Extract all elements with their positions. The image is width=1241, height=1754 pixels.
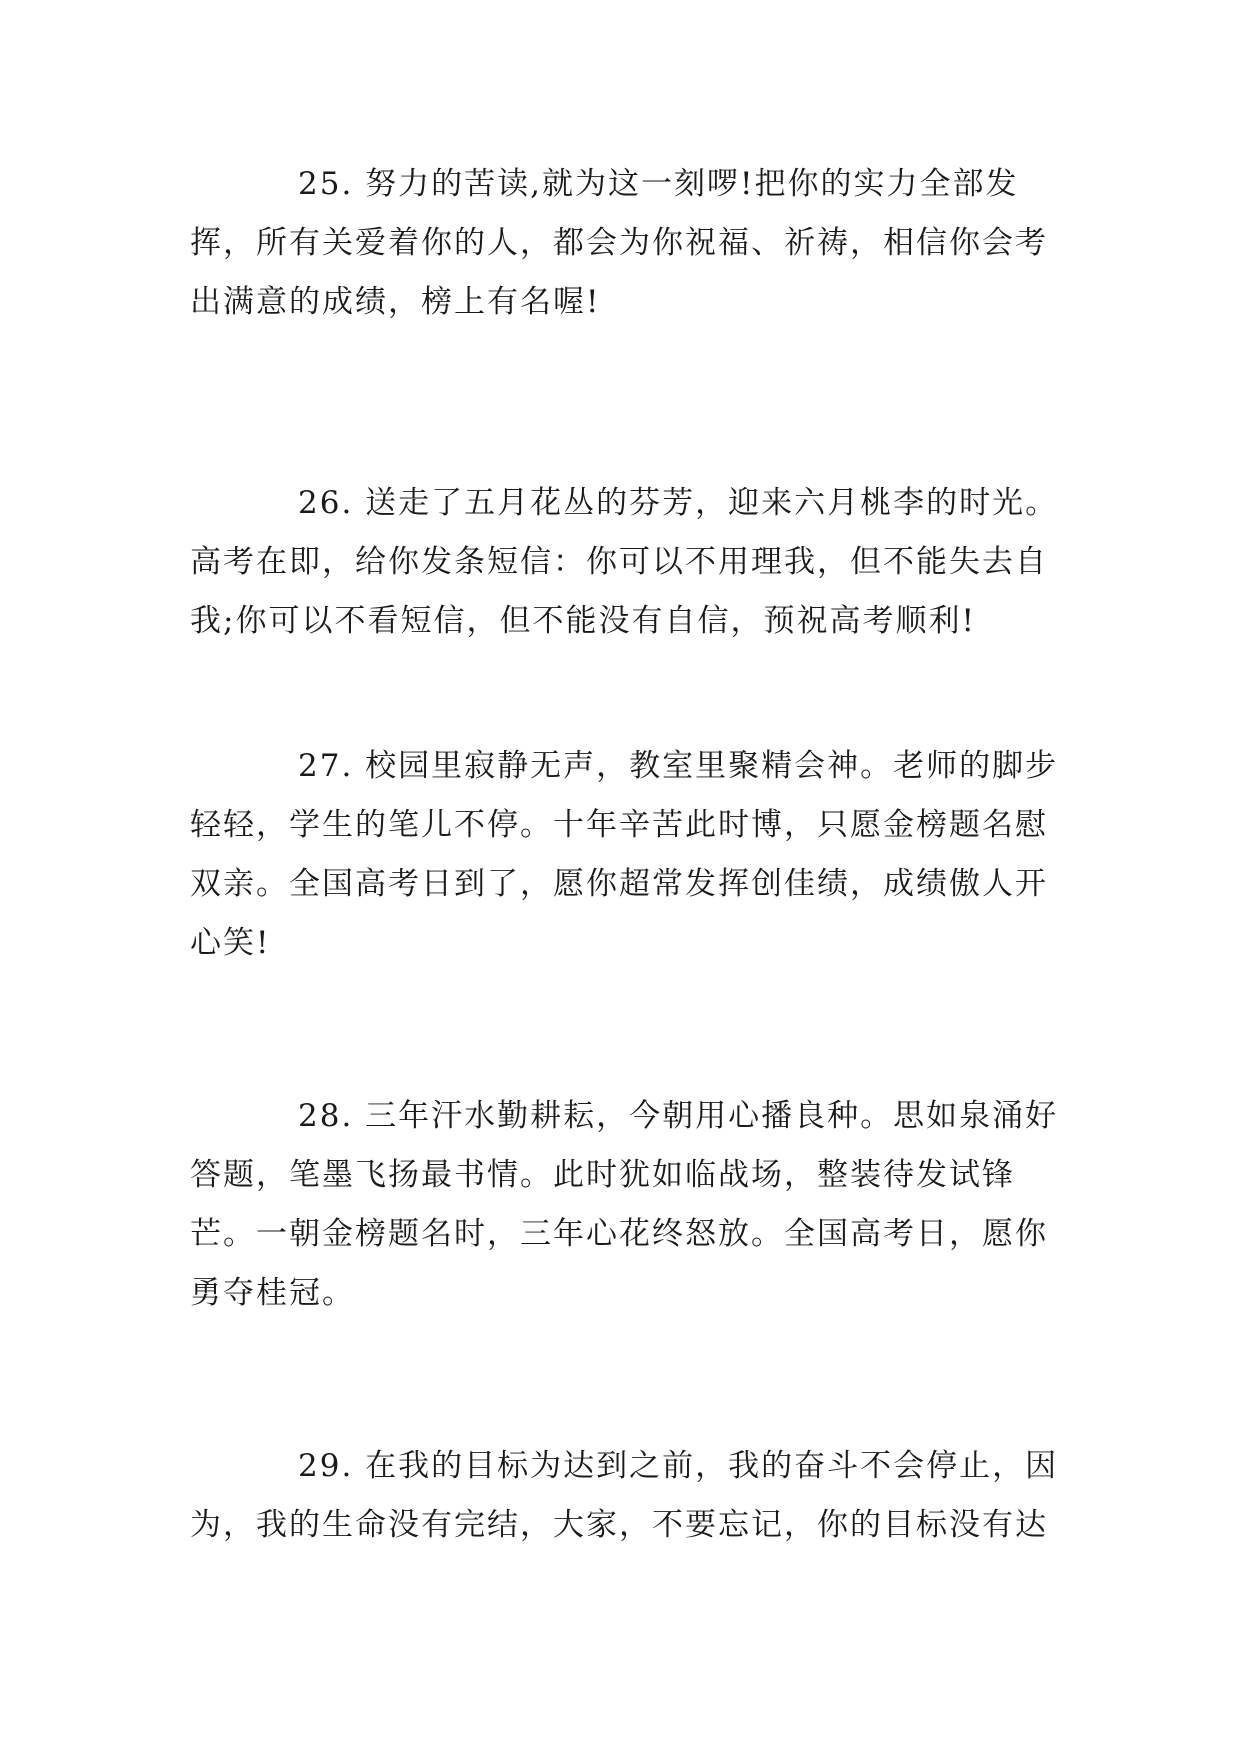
paragraph-27: 27. 校园里寂静无声，教室里聚精会神。老师的脚步轻轻，学生的笔儿不停。十年辛苦此时博，只愿金榜题名慰双亲。全国高考日到了，愿你超常发挥创佳绩，成绩傲人开心笑! <box>190 748 1059 961</box>
paragraph-25: 25. 努力的苦读,就为这一刻啰!把你的实力全部发挥，所有关爱着你的人，都会为你祝福、祈祷，相信你会考出满意的成绩，榜上有名喔! <box>190 166 1048 320</box>
paragraph-26: 26. 送走了五月花丛的芬芳，迎来六月桃李的时光。高考在即，给你发条短信：你可以不用理我，但不能失去自我;你可以不看短信，但不能没有自信，预祝高考顺利! <box>190 485 1059 639</box>
paragraph-29: 29. 在我的目标为达到之前，我的奋斗不会停止，因为，我的生命没有完结，大家，不要忘记，你的目标没有达 <box>190 1448 1059 1543</box>
paragraph-28: 28. 三年汗水勤耕耘，今朝用心播良种。思如泉涌好答题，笔墨飞扬最书情。此时犹如临战场，整装待发试锋芒。一朝金榜题名时，三年心花终怒放。全国高考日，愿你勇夺桂冠。 <box>190 1098 1059 1311</box>
